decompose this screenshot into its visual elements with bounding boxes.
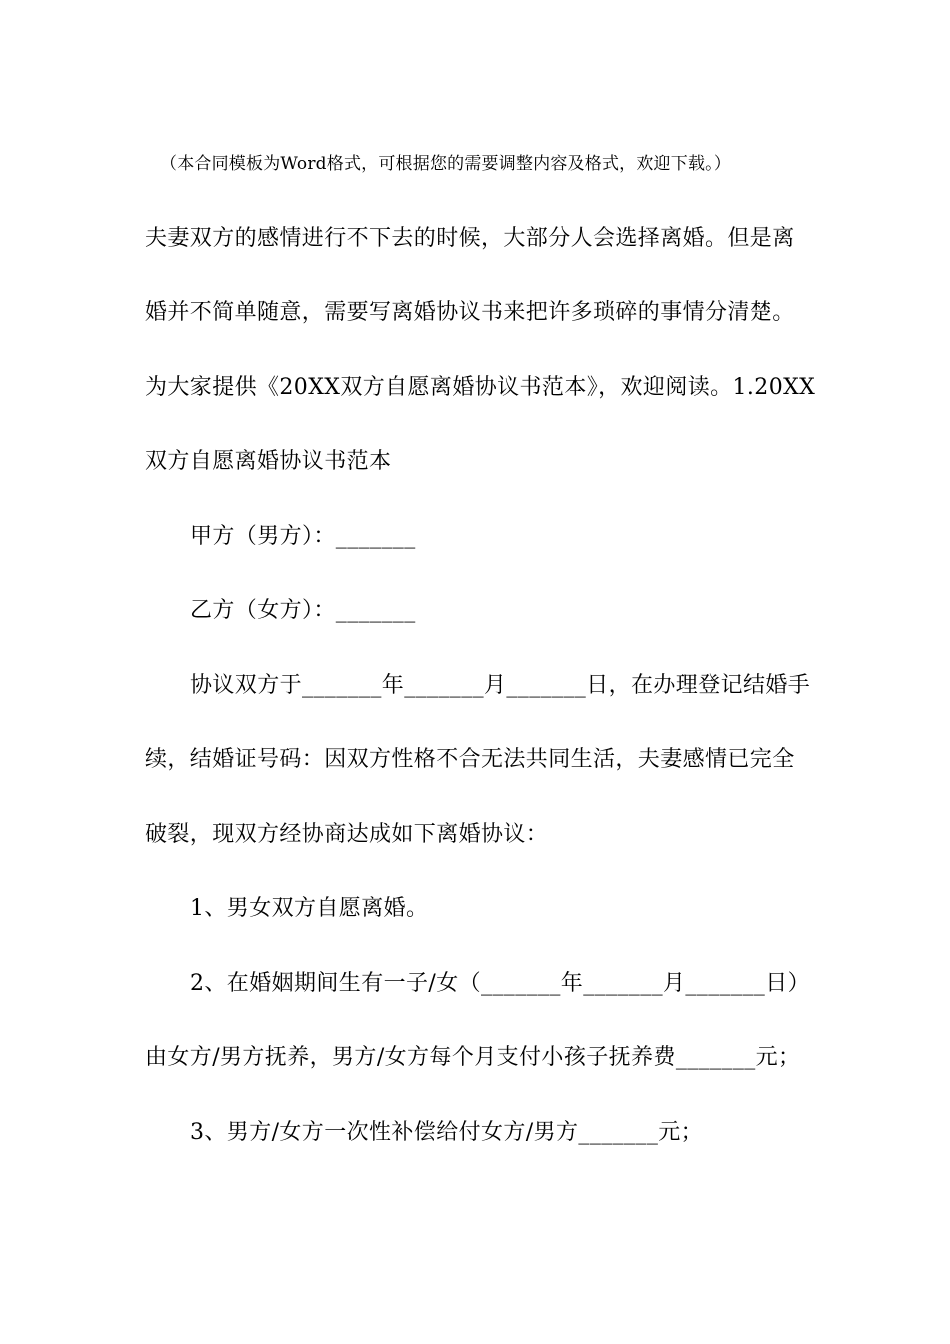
party-b-line: 乙方（女方）：_______ (190, 598, 416, 623)
intro-line-1: 夫妻双方的感情进行不下去的时候，大部分人会选择离婚。但是离 (145, 226, 795, 251)
template-notice: （本合同模板为Word格式，可根据您的需要调整内容及格式，欢迎下载。） (160, 154, 732, 174)
party-a-line: 甲方（男方）：_______ (190, 524, 416, 549)
intro-line-4: 双方自愿离婚协议书范本 (145, 449, 392, 474)
clause-2-line-1: 2、在婚姻期间生有一子/女（_______年_______月_______日） (190, 971, 811, 996)
clause-3: 3、男方/女方一次性补偿给付女方/男方_______元； (190, 1120, 704, 1145)
agreement-line-3: 破裂，现双方经协商达成如下离婚协议： (145, 822, 549, 847)
intro-line-3: 为大家提供《20XX双方自愿离婚协议书范本》，欢迎阅读。1.20XX (145, 375, 816, 400)
clause-2-line-2: 由女方/男方抚养，男方/女方每个月支付小孩子抚养费_______元； (145, 1045, 801, 1070)
agreement-line-1: 协议双方于_______年_______月_______日，在办理登记结婚手 (190, 673, 811, 698)
clause-1: 1、男女双方自愿离婚。 (190, 896, 429, 921)
agreement-line-2: 续，结婚证号码：因双方性格不合无法共同生活，夫妻感情已完全 (145, 747, 795, 772)
intro-line-2: 婚并不简单随意，需要写离婚协议书来把许多琐碎的事情分清楚。 (145, 300, 795, 325)
